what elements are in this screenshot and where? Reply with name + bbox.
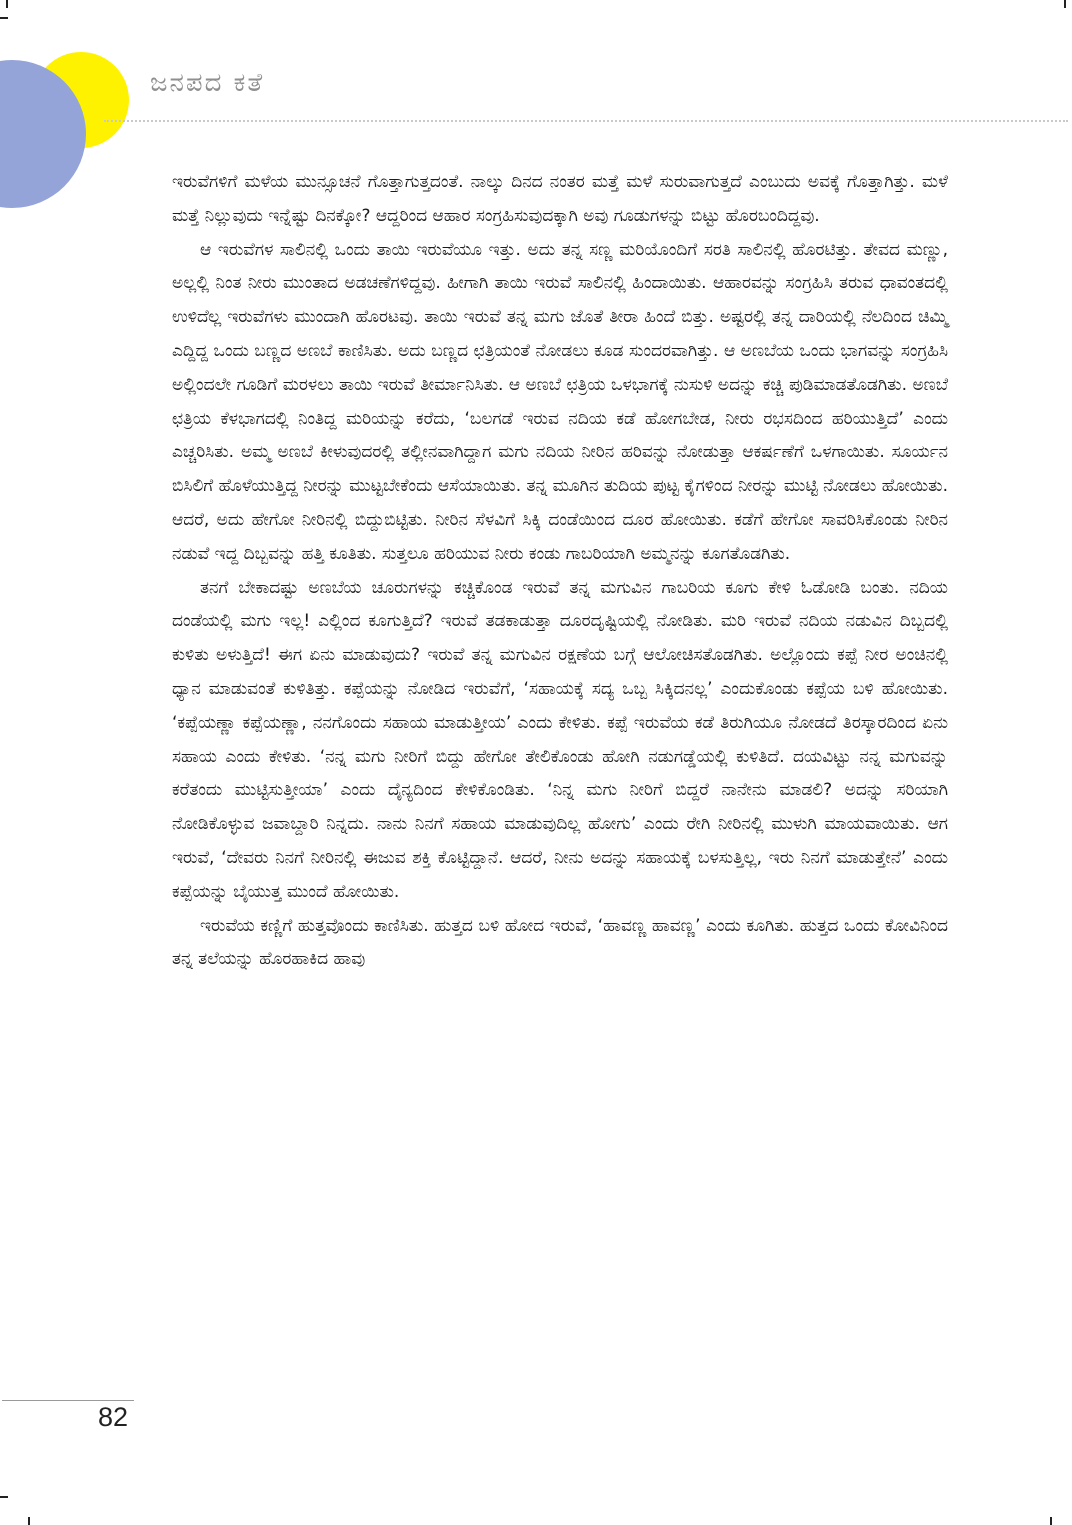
running-header-title: ಜನಪದ ಕತೆ xyxy=(150,68,265,98)
paragraph-3: ತನಗೆ ಬೇಕಾದಷ್ಟು ಅಣಬೆಯ ಚೂರುಗಳನ್ನು ಕಚ್ಚಿಕೊಂಡ ಇರುವೆ ತನ್ನ ಮಗುವಿನ ಗಾಬರಿಯ ಕೂಗು ಕೇಳಿ ಓಡೋಡಿ ಬಂತು. ನದಿಯ ದಂಡೆಯಲ್ಲಿ ಮಗು ಇಲ್ಲ! ಎಲ್ಲಿಂದ ಕೂಗುತ್ತಿದೆ? ಇರುವೆ ತಡಕಾಡುತ್ತಾ ದೂರದೃಷ್ಟಿಯಲ್ಲಿ ನೋಡಿತು. ಮರಿ ಇರುವೆ ನದಿಯ ನಡುವಿನ ದಿಬ್ಬದಲ್ಲಿ ಕುಳಿತು ಅಳುತ್ತಿದೆ! ಈಗ ಏನು ಮಾಡುವುದು? ಇರುವೆ ತನ್ನ ಮಗುವಿನ ರಕ್ಷಣೆಯ ಬಗ್ಗೆ ಆಲೋಚಿಸತೊಡಗಿತು. ಅಲ್ಲೊಂದು ಕಪ್ಪೆ ನೀರ ಅಂಚಿನಲ್ಲಿ ಧ್ಯಾನ ಮಾಡುವಂತೆ ಕುಳಿತಿತ್ತು. ಕಪ್ಪೆಯನ್ನು ನೋಡಿದ ಇರುವೆಗೆ, ‘ಸಹಾಯಕ್ಕೆ ಸದ್ಯ ಒಬ್ಬ ಸಿಕ್ಕಿದನಲ್ಲ’ ಎಂದುಕೊಂಡು ಕಪ್ಪೆಯ ಬಳಿ ಹೋಯಿತು. ‘ಕಪ್ಪೆಯಣ್ಣಾ ಕಪ್ಪೆಯಣ್ಣಾ, ನನಗೊಂದು ಸಹಾಯ ಮಾಡುತ್ತೀಯ’ ಎಂದು ಕೇಳಿತು. ಕಪ್ಪೆ ಇರುವೆಯ ಕಡೆ ತಿರುಗಿಯೂ ನೋಡದೆ ತಿರಸ್ಕಾರದಿಂದ ಏನು ಸಹಾಯ ಎಂದು ಕೇಳಿತು. ‘ನನ್ನ ಮಗು ನೀರಿಗೆ ಬಿದ್ದು ಹೇಗೋ ತೇಲಿಕೊಂಡು ಹೋಗಿ ನಡುಗಡ್ಡೆಯಲ್ಲಿ ಕುಳಿತಿದೆ. ದಯವಿಟ್ಟು ನನ್ನ ಮಗುವನ್ನು ಕರೆತಂದು ಮುಟ್ಟಿಸುತ್ತೀಯಾ’ ಎಂದು ದೈನ್ಯದಿಂದ ಕೇಳಿಕೊಂಡಿತು. ‘ನಿನ್ನ ಮಗು ನೀರಿಗೆ ಬಿದ್ದರೆ ನಾನೇನು ಮಾಡಲಿ? ಅದನ್ನು ಸರಿಯಾಗಿ ನೋಡಿಕೊಳ್ಳುವ ಜವಾಬ್ದಾರಿ ನಿನ್ನದು. ನಾನು ನಿನಗೆ ಸಹಾಯ ಮಾಡುವುದಿಲ್ಲ ಹೋಗು’ ಎಂದು ರೇಗಿ ನೀರಿನಲ್ಲಿ ಮುಳುಗಿ ಮಾಯವಾಯಿತು. ಆಗ ಇರುವೆ, ‘ದೇವರು ನಿನಗೆ ನೀರಿನಲ್ಲಿ ಈಜುವ ಶಕ್ತಿ ಕೊಟ್ಟಿದ್ದಾನೆ. ಆದರೆ, ನೀನು ಅದನ್ನು ಸಹಾಯಕ್ಕೆ ಬಳಸುತ್ತಿಲ್ಲ, ಇರು ನಿನಗೆ ಮಾಡುತ್ತೇನೆ’ ಎಂದು ಕಪ್ಪೆಯನ್ನು ಬೈಯುತ್ತ ಮುಂದೆ ಹೋಯಿತು. xyxy=(172,577,948,902)
paragraph-1: ಇರುವೆಗಳಿಗೆ ಮಳೆಯ ಮುನ್ಸೂಚನೆ ಗೊತ್ತಾಗುತ್ತದಂತೆ. ನಾಲ್ಕು ದಿನದ ನಂತರ ಮತ್ತೆ ಮಳೆ ಸುರುವಾಗುತ್ತದೆ ಎಂಬುದು ಅವಕ್ಕೆ ಗೊತ್ತಾಗಿತ್ತು. ಮಳೆ ಮತ್ತೆ ನಿಲ್ಲುವುದು ಇನ್ನೆಷ್ಟು ದಿನಕ್ಕೋ? ಆದ್ದರಿಂದ ಆಹಾರ ಸಂಗ್ರಹಿಸುವುದಕ್ಕಾಗಿ ಅವು ಗೂಡುಗಳನ್ನು ಬಿಟ್ಟು ಹೊರಬಂದಿದ್ದವು. xyxy=(172,172,948,226)
crop-mark-bottom-left xyxy=(28,1517,30,1525)
crop-mark-bottom-left-h xyxy=(0,1496,8,1498)
paragraph-2: ಆ ಇರುವೆಗಳ ಸಾಲಿನಲ್ಲಿ ಒಂದು ತಾಯಿ ಇರುವೆಯೂ ಇತ್ತು. ಅದು ತನ್ನ ಸಣ್ಣ ಮರಿಯೊಂದಿಗೆ ಸರತಿ ಸಾಲಿನಲ್ಲಿ ಹೊರಟಿತ್ತು. ತೇವದ ಮಣ್ಣು, ಅಲ್ಲಲ್ಲಿ ನಿಂತ ನೀರು ಮುಂತಾದ ಅಡಚಣೆಗಳಿದ್ದವು. ಹೀಗಾಗಿ ತಾಯಿ ಇರುವೆ ಸಾಲಿನಲ್ಲಿ ಹಿಂದಾಯಿತು. ಆಹಾರವನ್ನು ಸಂಗ್ರಹಿಸಿ ತರುವ ಧಾವಂತದಲ್ಲಿ ಉಳಿದೆಲ್ಲ ಇರುವೆಗಳು ಮುಂದಾಗಿ ಹೊರಟವು. ತಾಯಿ ಇರುವೆ ತನ್ನ ಮಗು ಜೊತೆ ತೀರಾ ಹಿಂದೆ ಬಿತ್ತು. ಅಷ್ಟರಲ್ಲಿ ತನ್ನ ದಾರಿಯಲ್ಲಿ ನೆಲದಿಂದ ಚಿಮ್ಮಿ ಎದ್ದಿದ್ದ ಒಂದು ಬಣ್ಣದ ಅಣಬೆ ಕಾಣಿಸಿತು. ಅದು ಬಣ್ಣದ ಛತ್ರಿಯಂತೆ ನೋಡಲು ಕೂಡ ಸುಂದರವಾಗಿತ್ತು. ಆ ಅಣಬೆಯ ಒಂದು ಭಾಗವನ್ನು ಸಂಗ್ರಹಿಸಿ ಅಲ್ಲಿಂದಲೇ ಗೂಡಿಗೆ ಮರಳಲು ತಾಯಿ ಇರುವೆ ತೀರ್ಮಾನಿಸಿತು. ಆ ಅಣಬೆ ಛತ್ರಿಯ ಒಳಭಾಗಕ್ಕೆ ನುಸುಳಿ ಅದನ್ನು ಕಚ್ಚಿ ಪುಡಿಮಾಡತೊಡಗಿತು. ಅಣಬೆ ಛತ್ರಿಯ ಕೆಳಭಾಗದಲ್ಲಿ ನಿಂತಿದ್ದ ಮರಿಯನ್ನು ಕರೆದು, ‘ಬಲಗಡೆ ಇರುವ ನದಿಯ ಕಡೆ ಹೋಗಬೇಡ, ನೀರು ರಭಸದಿಂದ ಹರಿಯುತ್ತಿದೆ’ ಎಂದು ಎಚ್ಚರಿಸಿತು. ಅಮ್ಮ ಅಣಬೆ ಕೀಳುವುದರಲ್ಲಿ ತಲ್ಲೀನವಾಗಿದ್ದಾಗ ಮಗು ನದಿಯ ನೀರಿನ ಹರಿವನ್ನು ನೋಡುತ್ತಾ ಆಕರ್ಷಣೆಗೆ ಒಳಗಾಯಿತು. ಸೂರ್ಯನ ಬಿಸಿಲಿಗೆ ಹೊಳೆಯುತ್ತಿದ್ದ ನೀರನ್ನು ಮುಟ್ಟಬೇಕೆಂದು ಆಸೆಯಾಯಿತು. ತನ್ನ ಮೂಗಿನ ತುದಿಯ ಪುಟ್ಟ ಕೈಗಳಿಂದ ನೀರನ್ನು ಮುಟ್ಟಿ ನೋಡಲು ಹೋಯಿತು. ಆದರೆ, ಅದು ಹೇಗೋ ನೀರಿನಲ್ಲಿ ಬಿದ್ದುಬಿಟ್ಟಿತು. ನೀರಿನ ಸೆಳವಿಗೆ ಸಿಕ್ಕಿ ದಂಡೆಯಿಂದ ದೂರ ಹೋಯಿತು. ಕಡೆಗೆ ಹೇಗೋ ಸಾವರಿಸಿಕೊಂಡು ನೀರಿನ ನಡುವೆ ಇದ್ದ ದಿಬ್ಬವನ್ನು ಹತ್ತಿ ಕೂತಿತು. ಸುತ್ತಲೂ ಹರಿಯುವ ನೀರು ಕಂಡು ಗಾಬರಿಯಾಗಿ ಅಮ್ಮನನ್ನು ಕೂಗತೊಡಗಿತು. xyxy=(172,239,948,564)
crop-mark-top-left-h xyxy=(0,17,8,19)
story-body xyxy=(172,166,948,977)
crop-mark-top-left xyxy=(6,0,8,8)
paragraph-4: ಇರುವೆಯ ಕಣ್ಣಿಗೆ ಹುತ್ತವೊಂದು ಕಾಣಿಸಿತು. ಹುತ್ತದ ಬಳಿ ಹೋದ ಇರುವೆ, ‘ಹಾವಣ್ಣ ಹಾವಣ್ಣ’ ಎಂದು ಕೂಗಿತು. ಹುತ್ತದ ಒಂದು ಕೋವಿನಿಂದ ತನ್ನ ತಲೆಯನ್ನು ಹೊರಹಾಕಿದ ಹಾವು xyxy=(172,915,948,970)
footer-rule xyxy=(2,1400,134,1401)
crop-mark-bottom-right xyxy=(1050,1517,1052,1525)
page-number: 82 xyxy=(98,1402,129,1432)
crop-mark-top-right xyxy=(1064,0,1066,8)
header-dotted-rule xyxy=(104,120,1068,122)
